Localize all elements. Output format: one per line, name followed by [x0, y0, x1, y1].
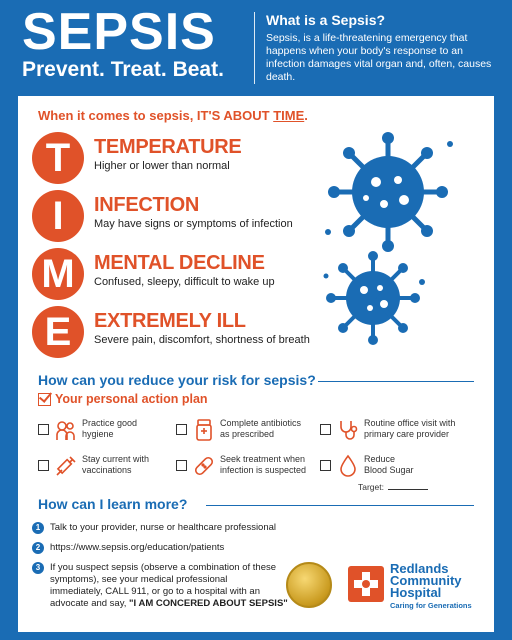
checkbox[interactable]	[176, 424, 187, 435]
definition-text: Sepsis, is a life-threatening emergency that happens when your body's response to an infection damages vital organ and, often, causes death.	[266, 32, 492, 83]
learn-rule	[206, 505, 474, 506]
risk-rule	[318, 381, 474, 382]
time-item-temperature	[32, 132, 352, 184]
time-item-title: INFECTION	[94, 194, 200, 216]
action-line2: as prescribed	[220, 429, 275, 439]
page-subtitle: Prevent. Treat. Beat.	[22, 58, 224, 81]
learn-item-text: Talk to your provider, nurse or healthcare professional	[50, 522, 277, 533]
learn-line: symptoms), see your medical professional	[50, 574, 228, 585]
time-item-mental-decline	[32, 248, 352, 300]
page-title: SEPSIS	[22, 3, 216, 61]
learn-line: If you suspect sepsis (observe a combination of these	[50, 562, 277, 573]
hospital-name-line: Hospital	[390, 585, 442, 600]
action-line1: Reduce	[364, 454, 396, 464]
hospital-name-line: Redlands	[390, 561, 449, 576]
time-item-desc: Confused, sleepy, difficult to wake up	[94, 276, 275, 288]
action-seek-treatment[interactable]	[176, 454, 326, 484]
number-badge: 1	[32, 522, 44, 534]
action-plan-heading	[38, 392, 208, 406]
time-heading	[38, 108, 308, 123]
learn-item-3	[32, 562, 288, 616]
checkbox[interactable]	[320, 460, 331, 471]
action-label	[220, 418, 301, 440]
learn-line: advocate and say,	[50, 598, 130, 609]
action-line1: Practice good	[82, 418, 138, 428]
action-line1: Seek treatment when	[220, 454, 306, 464]
syringe-icon	[54, 454, 78, 478]
checkbox[interactable]	[38, 460, 49, 471]
action-label	[364, 454, 414, 476]
hospital-tagline: Caring for Generations	[390, 601, 472, 610]
stethoscope-icon	[336, 418, 360, 442]
letter-circle: M	[32, 248, 84, 300]
action-line2: primary care provider	[364, 429, 450, 439]
content-card	[18, 96, 494, 632]
action-line1: Complete antibiotics	[220, 418, 302, 428]
action-line2: Blood Sugar	[364, 465, 414, 475]
target-label: Target:	[358, 482, 384, 492]
virus-small-icon	[318, 246, 428, 346]
action-line1: Stay current with	[82, 454, 150, 464]
time-item-title: MENTAL DECLINE	[94, 252, 265, 274]
action-label	[220, 454, 306, 476]
time-heading-suffix: .	[304, 108, 308, 123]
target-field[interactable]	[358, 482, 428, 492]
learn-item-2[interactable]	[32, 542, 332, 556]
action-line2: vaccinations	[82, 465, 132, 475]
header-divider	[254, 12, 255, 84]
time-item-extremely-ill	[32, 306, 352, 358]
letter-circle: I	[32, 190, 84, 242]
checkbox-checked-icon	[38, 393, 51, 406]
target-blank[interactable]	[388, 489, 428, 490]
checkbox[interactable]	[320, 424, 331, 435]
pill-bottle-icon	[192, 418, 216, 442]
virus-large-icon	[318, 132, 458, 252]
header-brand	[22, 4, 252, 82]
action-line2: hygiene	[82, 429, 114, 439]
action-label	[82, 454, 149, 476]
time-item-desc: Severe pain, discomfort, shortness of breath	[94, 334, 310, 346]
definition-block	[266, 12, 502, 84]
definition-question: What is a Sepsis?	[266, 12, 386, 28]
learn-line: immediately, CALL 911, or go to a hospital with an	[50, 586, 260, 597]
hospital-name	[390, 563, 462, 599]
letter-circle: E	[32, 306, 84, 358]
action-label	[82, 418, 137, 440]
action-line2: infection is suspected	[220, 465, 307, 475]
hospital-logo-icon	[348, 566, 384, 602]
learn-item-1	[32, 522, 332, 536]
checkbox[interactable]	[38, 424, 49, 435]
number-badge: 2	[32, 542, 44, 554]
letter-circle: T	[32, 132, 84, 184]
action-office-visit[interactable]	[320, 418, 490, 448]
time-heading-prefix: When it comes to sepsis, IT'S ABOUT	[38, 108, 274, 123]
action-antibiotics[interactable]	[176, 418, 326, 448]
learn-line-bold: "I AM CONCERED ABOUT SEPSIS"	[129, 598, 288, 609]
time-item-infection	[32, 190, 352, 242]
checkbox[interactable]	[176, 460, 187, 471]
action-plan-label: Your personal action plan	[55, 392, 208, 406]
bandage-icon	[192, 454, 216, 478]
sepsis-link[interactable]: https://www.sepsis.org/education/patients	[50, 542, 225, 553]
action-label	[364, 418, 455, 440]
learn-item-text	[50, 562, 288, 610]
action-hygiene[interactable]	[38, 418, 178, 448]
risk-title: How can you reduce your risk for sepsis?	[38, 372, 316, 388]
action-blood-sugar[interactable]	[320, 454, 490, 484]
time-item-title: TEMPERATURE	[94, 136, 242, 158]
drop-icon	[336, 454, 360, 478]
number-badge: 3	[32, 562, 44, 574]
hospital-name-line: Community	[390, 573, 462, 588]
action-vaccinations[interactable]	[38, 454, 178, 484]
time-item-desc: May have signs or symptoms of infection	[94, 218, 293, 230]
accreditation-seal-icon	[286, 562, 332, 608]
time-heading-word: TIME	[273, 108, 305, 123]
time-item-title: EXTREMELY ILL	[94, 310, 246, 332]
action-line1: Routine office visit with	[364, 418, 456, 428]
time-item-desc: Higher or lower than normal	[94, 160, 230, 172]
learn-title: How can I learn more?	[38, 496, 188, 512]
hands-icon	[54, 418, 78, 442]
